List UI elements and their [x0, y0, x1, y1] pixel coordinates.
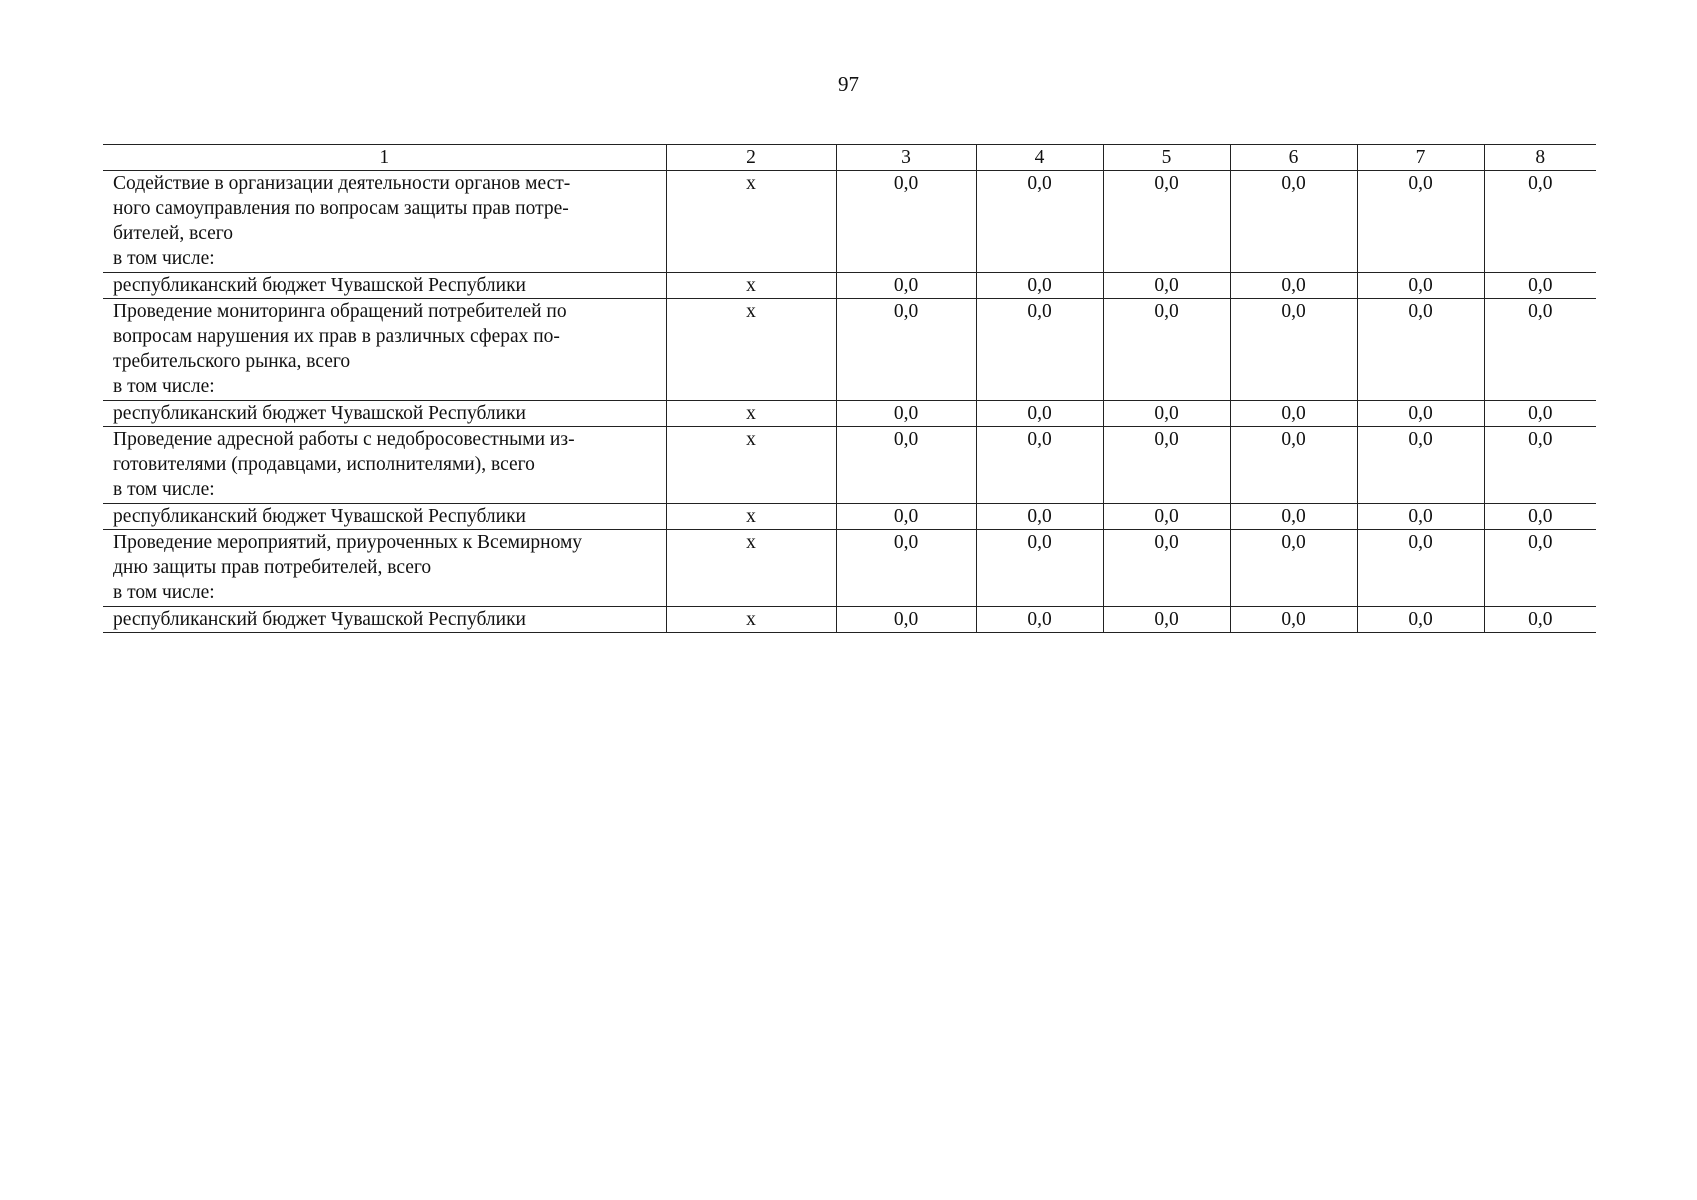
cell-col-3: 0,0 — [836, 299, 976, 401]
cell-col-6: 0,0 — [1230, 530, 1357, 607]
header-col-5: 5 — [1103, 145, 1230, 171]
description-line: в том числе: — [113, 479, 215, 500]
cell-col-6: 0,0 — [1230, 607, 1357, 633]
cell-col-7: 0,0 — [1357, 607, 1484, 633]
cell-col-3: 0,0 — [836, 607, 976, 633]
cell-col-7: 0,0 — [1357, 530, 1484, 607]
table-subrow — [103, 607, 1596, 633]
cell-col-6: 0,0 — [1230, 401, 1357, 427]
description-line: ного самоуправления по вопросам защиты прав потре- — [113, 198, 569, 219]
header-col-2: 2 — [666, 145, 836, 171]
cell-col-7: 0,0 — [1357, 171, 1484, 273]
cell-col-7: 0,0 — [1357, 427, 1484, 504]
cell-col-6: 0,0 — [1230, 299, 1357, 401]
subrow-label: республиканский бюджет Чувашской Республики — [103, 504, 666, 530]
cell-col-8: 0,0 — [1484, 530, 1596, 607]
cell-col-8: 0,0 — [1484, 427, 1596, 504]
cell-col-2: х — [666, 171, 836, 273]
cell-col-5: 0,0 — [1103, 299, 1230, 401]
description-line: Проведение адресной работы с недобросовестными из- — [113, 429, 575, 450]
cell-col-8: 0,0 — [1484, 171, 1596, 273]
row-description — [103, 530, 666, 607]
cell-col-7: 0,0 — [1357, 504, 1484, 530]
cell-col-6: 0,0 — [1230, 427, 1357, 504]
cell-col-8: 0,0 — [1484, 299, 1596, 401]
subrow-label: республиканский бюджет Чувашской Республики — [103, 273, 666, 299]
cell-col-3: 0,0 — [836, 273, 976, 299]
cell-col-3: 0,0 — [836, 504, 976, 530]
cell-col-8: 0,0 — [1484, 607, 1596, 633]
cell-col-2: х — [666, 299, 836, 401]
description-line: дню защиты прав потребителей, всего — [113, 557, 432, 578]
cell-col-2: х — [666, 504, 836, 530]
cell-col-4: 0,0 — [976, 607, 1103, 633]
cell-col-8: 0,0 — [1484, 401, 1596, 427]
row-description — [103, 171, 666, 273]
cell-col-2: х — [666, 273, 836, 299]
cell-col-3: 0,0 — [836, 427, 976, 504]
cell-col-4: 0,0 — [976, 401, 1103, 427]
subrow-label: республиканский бюджет Чувашской Республики — [103, 607, 666, 633]
cell-col-5: 0,0 — [1103, 530, 1230, 607]
description-line: требительского рынка, всего — [113, 351, 351, 372]
cell-col-4: 0,0 — [976, 171, 1103, 273]
cell-col-2: х — [666, 427, 836, 504]
header-col-3: 3 — [836, 145, 976, 171]
table-subrow — [103, 273, 1596, 299]
table-row — [103, 299, 1596, 401]
cell-col-2: х — [666, 401, 836, 427]
description-line: Проведение мониторинга обращений потребителей по — [113, 301, 567, 322]
cell-col-2: х — [666, 607, 836, 633]
cell-col-5: 0,0 — [1103, 427, 1230, 504]
cell-col-6: 0,0 — [1230, 273, 1357, 299]
description-line: готовителями (продавцами, исполнителями), всего — [113, 454, 535, 475]
header-col-7: 7 — [1357, 145, 1484, 171]
header-row — [103, 145, 1596, 171]
header-col-4: 4 — [976, 145, 1103, 171]
cell-col-5: 0,0 — [1103, 171, 1230, 273]
description-line: вопросам нарушения их прав в различных сферах по- — [113, 326, 560, 347]
table-row — [103, 530, 1596, 607]
description-line: Проведение мероприятий, приуроченных к Всемирному — [113, 532, 583, 553]
cell-col-2: х — [666, 530, 836, 607]
description-line: в том числе: — [113, 582, 215, 603]
header-col-8: 8 — [1484, 145, 1596, 171]
cell-col-8: 0,0 — [1484, 504, 1596, 530]
cell-col-5: 0,0 — [1103, 607, 1230, 633]
cell-col-3: 0,0 — [836, 530, 976, 607]
cell-col-6: 0,0 — [1230, 504, 1357, 530]
cell-col-3: 0,0 — [836, 171, 976, 273]
row-description — [103, 427, 666, 504]
cell-col-5: 0,0 — [1103, 273, 1230, 299]
cell-col-4: 0,0 — [976, 427, 1103, 504]
header-col-1: 1 — [103, 145, 666, 171]
page-number: 97 — [838, 72, 859, 96]
table-subrow — [103, 504, 1596, 530]
cell-col-4: 0,0 — [976, 504, 1103, 530]
cell-col-4: 0,0 — [976, 530, 1103, 607]
table-row — [103, 171, 1596, 273]
cell-col-5: 0,0 — [1103, 504, 1230, 530]
description-line: Содействие в организации деятельности органов мест- — [113, 173, 571, 194]
financing-table — [103, 144, 1596, 633]
description-line: бителей, всего — [113, 223, 234, 244]
cell-col-7: 0,0 — [1357, 273, 1484, 299]
table-row — [103, 427, 1596, 504]
description-line: в том числе: — [113, 376, 215, 397]
cell-col-7: 0,0 — [1357, 401, 1484, 427]
description-line: в том числе: — [113, 248, 215, 269]
cell-col-4: 0,0 — [976, 273, 1103, 299]
header-col-6: 6 — [1230, 145, 1357, 171]
cell-col-3: 0,0 — [836, 401, 976, 427]
cell-col-5: 0,0 — [1103, 401, 1230, 427]
cell-col-4: 0,0 — [976, 299, 1103, 401]
table-subrow — [103, 401, 1596, 427]
table-body — [103, 171, 1596, 633]
row-description — [103, 299, 666, 401]
cell-col-7: 0,0 — [1357, 299, 1484, 401]
cell-col-8: 0,0 — [1484, 273, 1596, 299]
cell-col-6: 0,0 — [1230, 171, 1357, 273]
subrow-label: республиканский бюджет Чувашской Республики — [103, 401, 666, 427]
